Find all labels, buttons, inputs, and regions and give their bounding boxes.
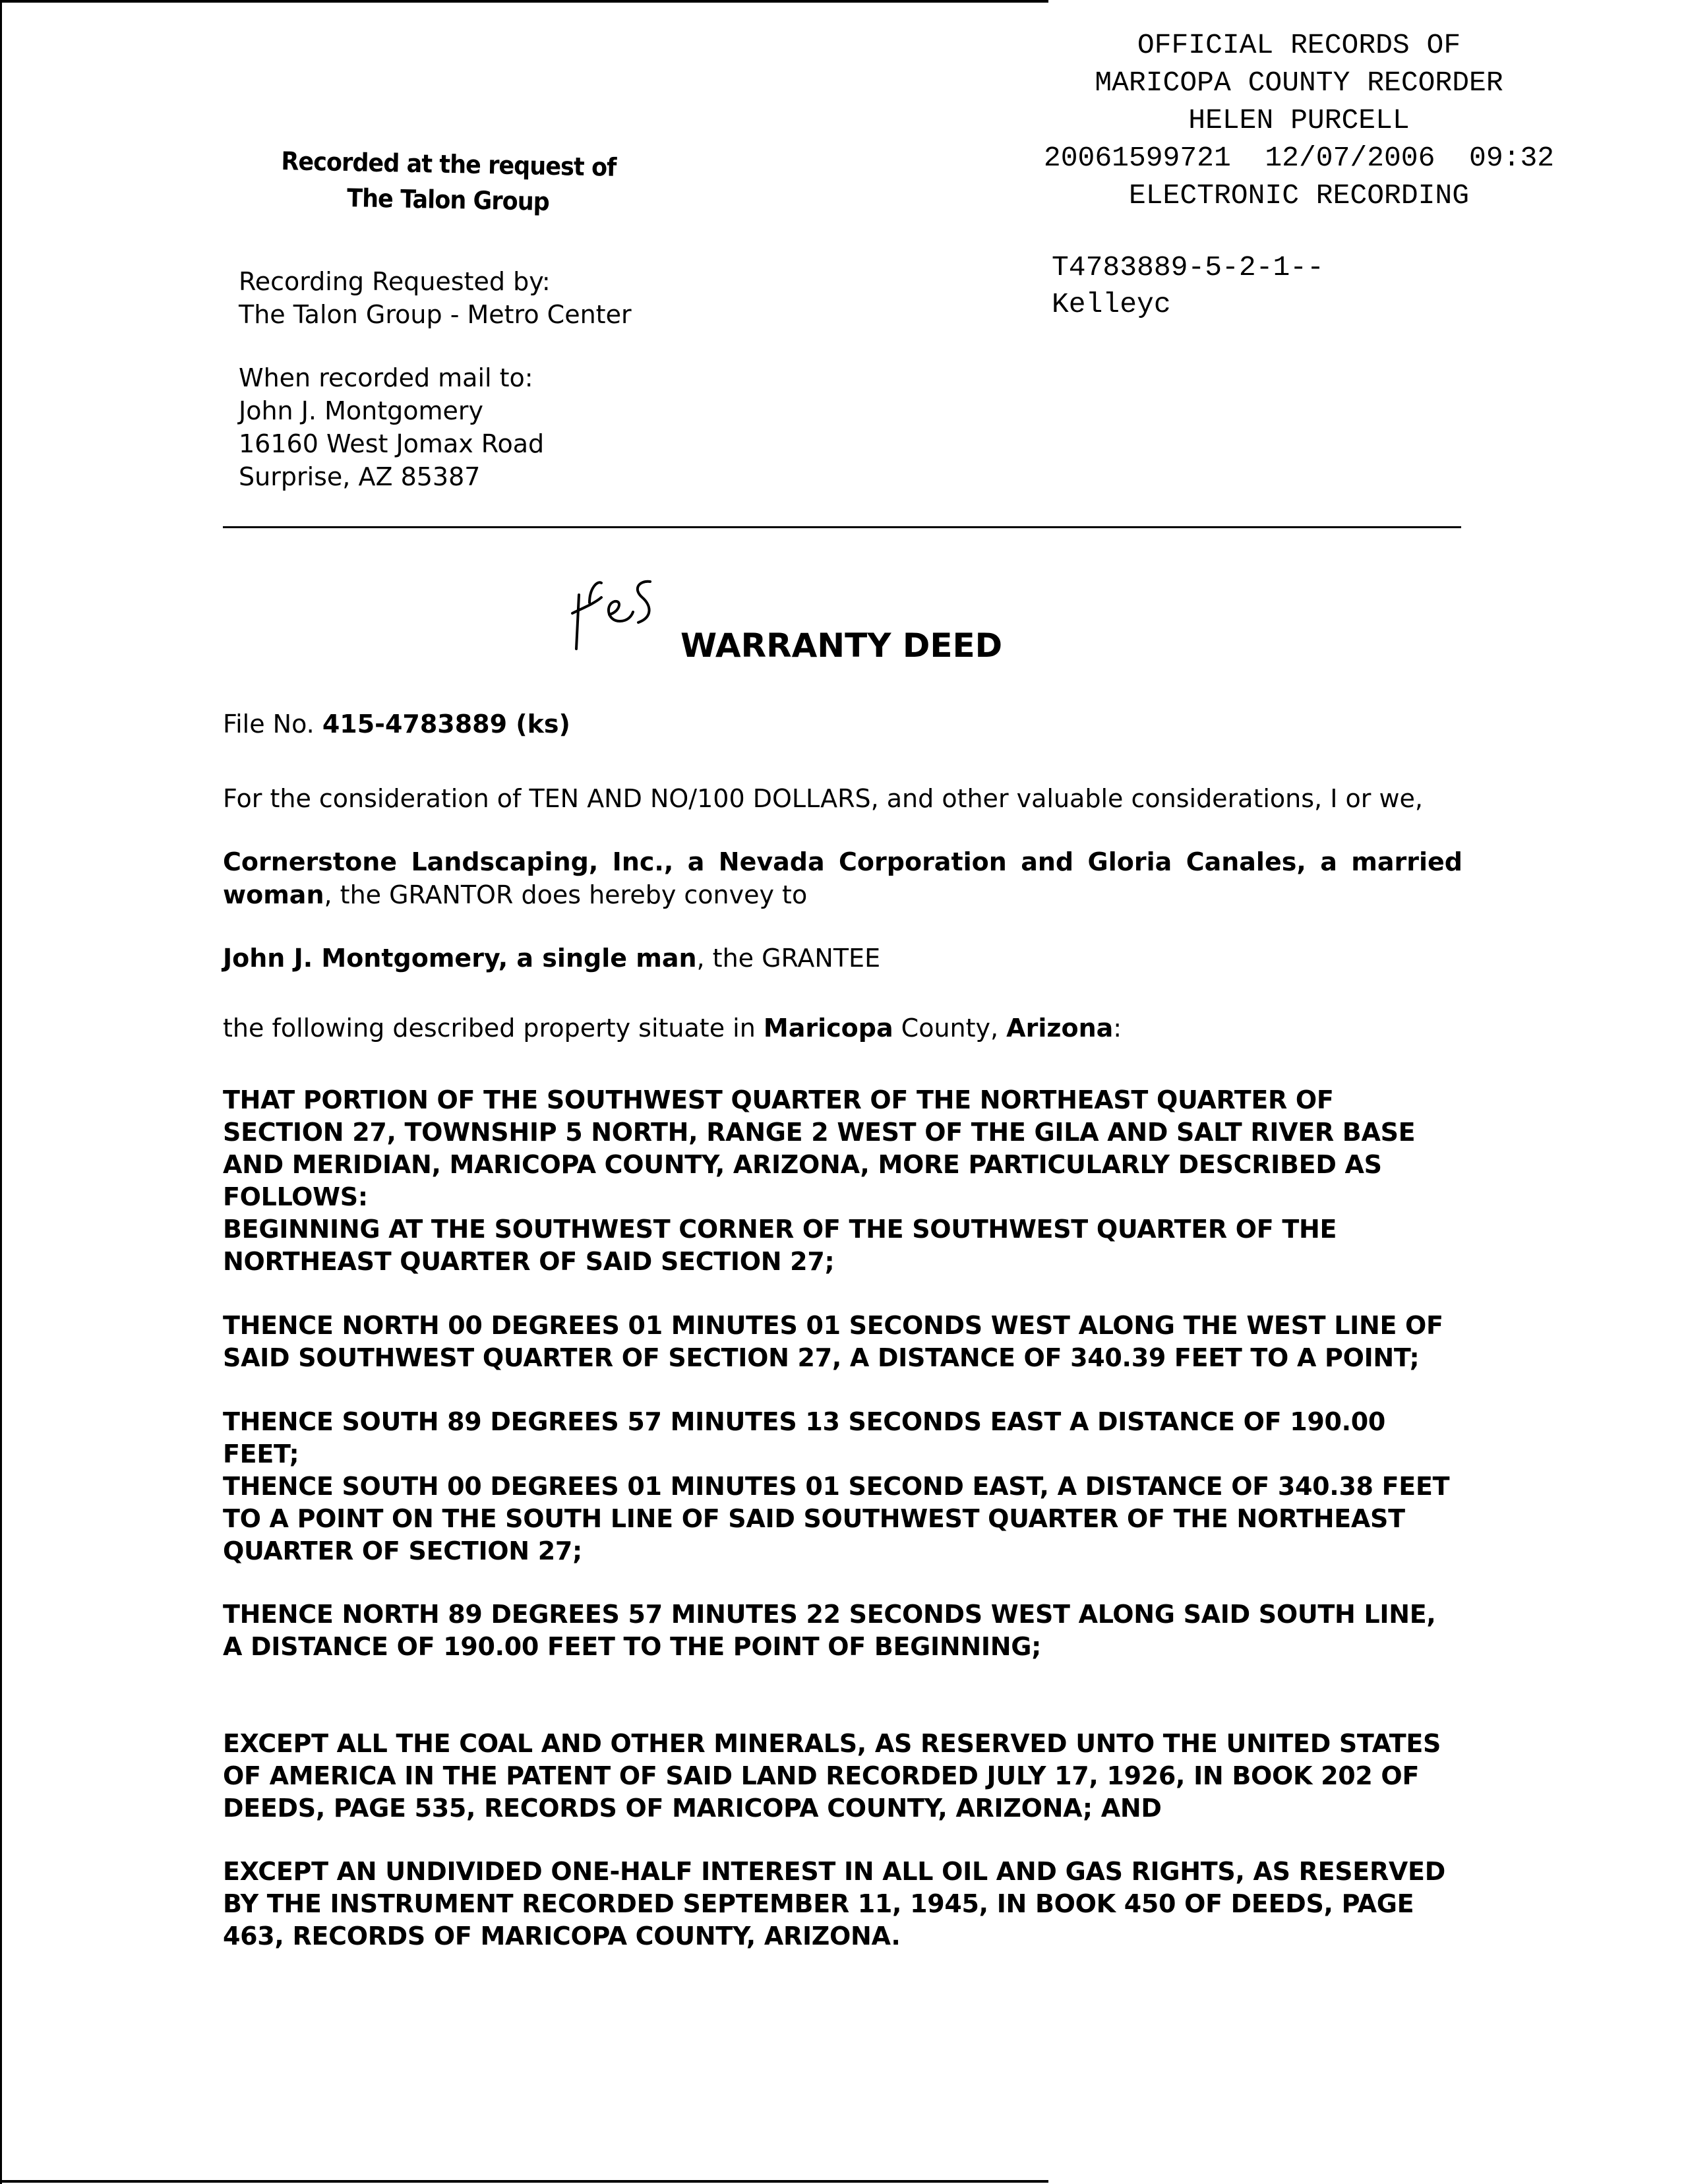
- consideration-clause: For the consideration of TEN AND NO/100 DOLLARS, and other valuable considerations, I or we,: [223, 784, 1423, 813]
- property-intro: [223, 1012, 1462, 1045]
- property-state: Arizona: [1006, 1014, 1114, 1043]
- recording-stamp: [278, 143, 619, 221]
- legal-description-paragraph: THENCE NORTH 89 DEGREES 57 MINUTES 22 SECONDS WEST ALONG SAID SOUTH LINE, A DISTANCE OF 190.00 FEET TO THE POINT OF BEGINNING;: [223, 1600, 1436, 1661]
- recorder-header: [1015, 26, 1582, 214]
- mail-to-block: [239, 361, 544, 493]
- recorder-line: HELEN PURCELL: [1188, 104, 1410, 136]
- mail-to-street: 16160 West Jomax Road: [239, 429, 545, 458]
- recorder-line: ELECTRONIC RECORDING: [1128, 179, 1470, 212]
- document-title: WARRANTY DEED: [680, 626, 1003, 665]
- property-intro-text: County,: [893, 1014, 1007, 1043]
- scan-left-border: [0, 0, 2, 2184]
- scan-bottom-border: [0, 2180, 1048, 2183]
- grantee-clause: [223, 942, 1462, 975]
- legal-description-paragraph: BEGINNING AT THE SOUTHWEST CORNER OF THE SOUTHWEST QUARTER OF THE NORTHEAST QUARTER OF SAID SECTION 27;: [223, 1215, 1337, 1276]
- legal-description-paragraph: THENCE SOUTH 89 DEGREES 57 MINUTES 13 SECONDS EAST A DISTANCE OF 190.00 FEET;: [223, 1407, 1386, 1469]
- grantee-suffix: , the GRANTEE: [696, 944, 881, 973]
- recording-requested-value: The Talon Group - Metro Center: [239, 300, 632, 329]
- recording-number-date-time: 20061599721 12/07/2006 09:32: [1043, 142, 1555, 174]
- legal-description-paragraph: THENCE SOUTH 00 DEGREES 01 MINUTES 01 SECOND EAST, A DISTANCE OF 340.38 FEET TO A POINT ON THE SOUTH LINE OF SAID SOUTHWEST QUARTER OF THE NORTHEAST QUARTER OF SECTION 27;: [223, 1472, 1450, 1565]
- grantor-suffix: , the GRANTOR does hereby convey to: [324, 880, 808, 909]
- recording-requested-block: [239, 265, 632, 331]
- recorder-reference: [1052, 249, 1324, 323]
- legal-description-paragraph: EXCEPT AN UNDIVIDED ONE-HALF INTEREST IN ALL OIL AND GAS RIGHTS, AS RESERVED BY THE INSTRUMENT RECORDED SEPTEMBER 11, 1945, IN BOOK 450 OF DEEDS, PAGE 463, RECORDS OF MARICOPA COUNTY, ARIZONA.: [223, 1857, 1445, 1951]
- property-intro-text: :: [1113, 1014, 1122, 1043]
- legal-description-paragraph: THAT PORTION OF THE SOUTHWEST QUARTER OF THE NORTHEAST QUARTER OF SECTION 27, TOWNSHIP 5 NORTH, RANGE 2 WEST OF THE GILA AND SALT RIVER BASE AND MERIDIAN, MARICOPA COUNTY, ARIZONA, MORE PARTICULARLY DESCRIBED AS FOLLOWS:: [223, 1085, 1416, 1211]
- grantee-name: John J. Montgomery, a single man: [223, 944, 697, 973]
- header-divider: [223, 526, 1461, 528]
- scan-top-border: [0, 0, 1048, 3]
- handwritten-initials: [567, 575, 673, 661]
- property-county: Maricopa: [763, 1014, 893, 1043]
- mail-to-label: When recorded mail to:: [239, 363, 533, 392]
- file-number-value: 415-4783889 (ks): [322, 710, 570, 739]
- legal-description-paragraph: EXCEPT ALL THE COAL AND OTHER MINERALS, AS RESERVED UNTO THE UNITED STATES OF AMERICA IN THE PATENT OF SAID LAND RECORDED JULY 17, 1926, IN BOOK 202 OF DEEDS, PAGE 535, RECORDS OF MARICOPA COUNTY, ARIZONA; AND: [223, 1729, 1441, 1823]
- file-number-line: [223, 710, 570, 739]
- reference-code: T4783889-5-2-1--: [1052, 251, 1324, 284]
- recording-requested-label: Recording Requested by:: [239, 267, 551, 296]
- reference-clerk: Kelleyc: [1052, 288, 1171, 320]
- legal-description-paragraph: THENCE NORTH 00 DEGREES 01 MINUTES 01 SECONDS WEST ALONG THE WEST LINE OF SAID SOUTHWEST QUARTER OF SECTION 27, A DISTANCE OF 340.39 FEET TO A POINT;: [223, 1311, 1443, 1372]
- mail-to-city: Surprise, AZ 85387: [239, 462, 481, 491]
- recorder-line: OFFICIAL RECORDS OF: [1137, 29, 1461, 61]
- recorder-line: MARICOPA COUNTY RECORDER: [1095, 67, 1503, 99]
- stamp-line: The Talon Group: [346, 183, 550, 216]
- property-intro-text: the following described property situate in: [223, 1014, 764, 1043]
- grantor-name: Cornerstone Landscaping, Inc., a Nevada Corporation and Gloria Canales, a married woman: [223, 847, 1462, 909]
- stamp-line: Recorded at the request of: [281, 146, 617, 182]
- grantor-clause: [223, 845, 1462, 911]
- mail-to-name: John J. Montgomery: [239, 396, 483, 425]
- file-number-label: File No.: [223, 710, 315, 739]
